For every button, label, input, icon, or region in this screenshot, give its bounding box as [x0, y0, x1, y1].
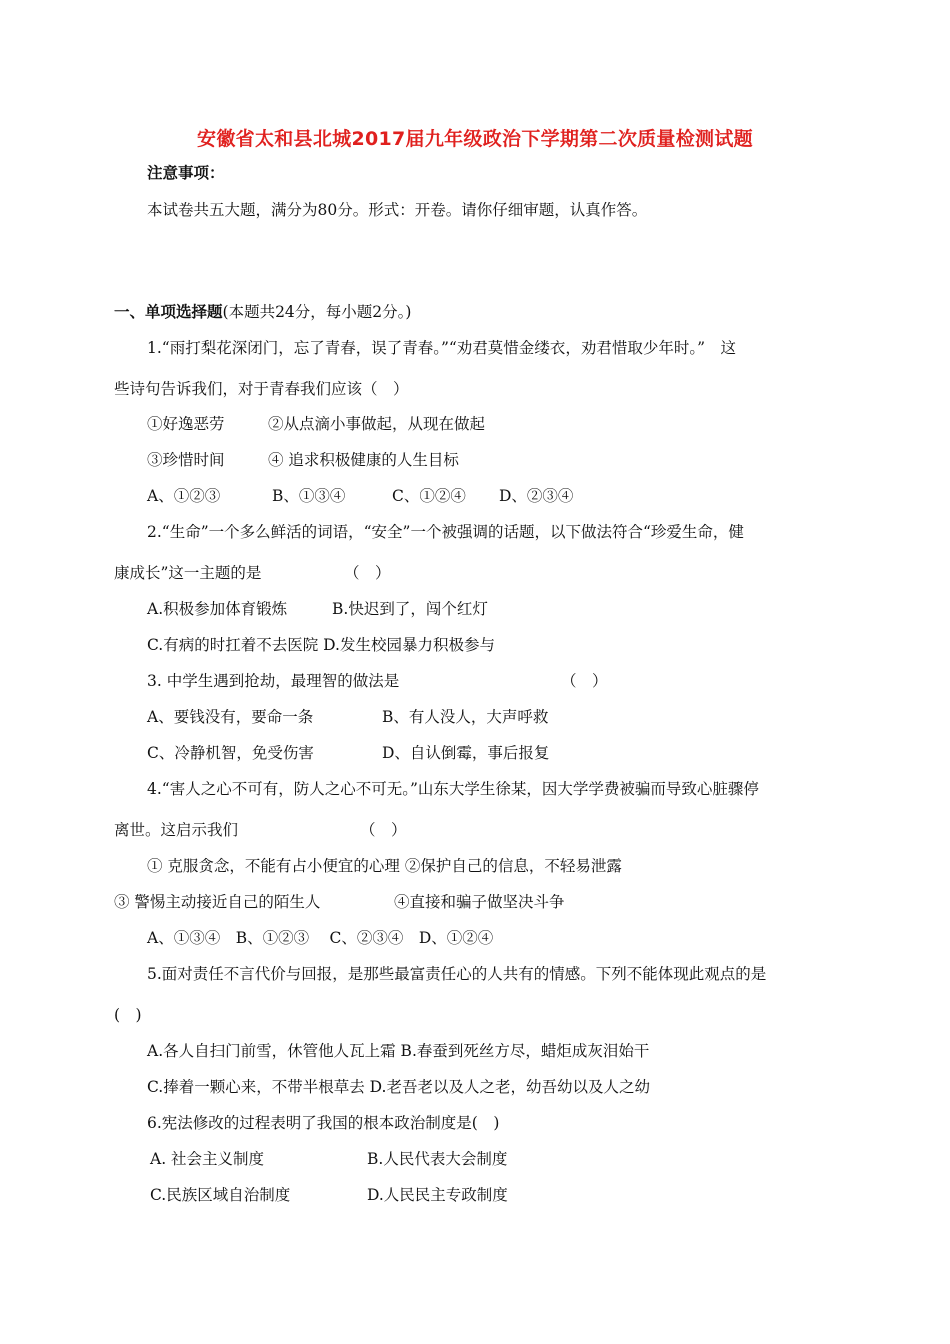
q5-options-c-d: C.捧着一颗心来，不带半根草去 D.老吾老以及人之老，幼吾幼以及人之幼 [147, 1078, 650, 1096]
q5-stem-line-2: ( ) [114, 1006, 142, 1024]
q3-option-a: A、要钱没有，要命一条 [147, 708, 314, 726]
q3-option-d: D、自认倒霉，事后报复 [382, 744, 550, 762]
q1-stem-line-2: 些诗句告诉我们，对于青春我们应该（ ） [114, 380, 409, 398]
q2-stem-line-1: 2.“生命”一个多么鲜活的词语，“安全”一个被强调的话题，以下做法符合“珍爱生命，健 [147, 523, 744, 541]
section-1-note: (本题共24分，每小题2分。) [222, 303, 412, 321]
q4-stem-line-2: 离世。这启示我们 [114, 821, 239, 839]
q1-option-d: D、②③④ [499, 487, 574, 505]
q4-stem-line-1: 4.“害人之心不可有，防人之心不可无。”山东大学生徐某，因大学学费被骗而导致心脏骤停 [147, 780, 759, 798]
q2-option-b: B.快迟到了，闯个红灯 [332, 600, 488, 618]
q6-option-c: C.民族区域自治制度 [150, 1186, 291, 1204]
q4-options: A、①③④ B、①②③ C、②③④ D、①②④ [147, 929, 494, 947]
q4-answer-paren: （ ） [360, 821, 407, 839]
q4-statement-4: ④直接和骗子做坚决斗争 [394, 893, 565, 911]
q5-options-a-b: A.各人自扫门前雪，休管他人瓦上霜 B.春蚕到死丝方尽，蜡炬成灰泪始干 [147, 1042, 650, 1060]
exam-title: 安徽省太和县北城2017届九年级政治下学期第二次质量检测试题 [197, 128, 753, 150]
q6-option-a: A. 社会主义制度 [150, 1150, 265, 1168]
q6-option-d: D.人民民主专政制度 [367, 1186, 508, 1204]
q2-options-c-d: C.有病的时扛着不去医院 D.发生校园暴力积极参与 [147, 636, 495, 654]
q3-option-b: B、有人没人，大声呼救 [382, 708, 549, 726]
q1-statement-3: ③珍惜时间 [147, 451, 225, 469]
q3-stem: 3. 中学生遇到抢劫，最理智的做法是 [147, 672, 400, 690]
q4-statement-3: ③ 警惕主动接近自己的陌生人 [114, 893, 321, 911]
q1-option-a: A、①②③ [147, 487, 221, 505]
q1-statement-4: ④ 追求积极健康的人生目标 [268, 451, 459, 469]
q2-option-a: A.积极参加体育锻炼 [147, 600, 288, 618]
q6-option-b: B.人民代表大会制度 [367, 1150, 508, 1168]
section-1-heading [114, 302, 411, 322]
notice-text: 本试卷共五大题，满分为80分。形式：开卷。请你仔细审题，认真作答。 [147, 201, 648, 219]
q5-stem-line-1: 5.面对责任不言代价与回报，是那些最富责任心的人共有的情感。下列不能体现此观点的是 [147, 965, 767, 983]
q1-stem-line-1: 1.“雨打梨花深闭门，忘了青春，误了青春。”“劝君莫惜金缕衣，劝君惜取少年时。” 这 [147, 339, 736, 357]
notice-heading: 注意事项： [147, 164, 225, 182]
q1-statement-1: ①好逸恶劳 [147, 415, 225, 433]
q1-option-c: C、①②④ [392, 487, 466, 505]
q3-answer-paren: （ ） [561, 672, 608, 690]
section-1-title: 一、单项选择题 [114, 303, 223, 321]
q1-statement-2: ②从点滴小事做起，从现在做起 [268, 415, 486, 433]
q3-option-c: C、冷静机智，免受伤害 [147, 744, 314, 762]
q6-stem: 6.宪法修改的过程表明了我国的根本政治制度是( ) [147, 1114, 500, 1132]
q2-stem-line-2: 康成长”这一主题的是 [114, 564, 262, 582]
q1-option-b: B、①③④ [272, 487, 346, 505]
q2-answer-paren: （ ） [344, 564, 391, 582]
q4-statements-1-2: ① 克服贪念，不能有占小便宜的心理 ②保护自己的信息，不轻易泄露 [147, 857, 622, 875]
